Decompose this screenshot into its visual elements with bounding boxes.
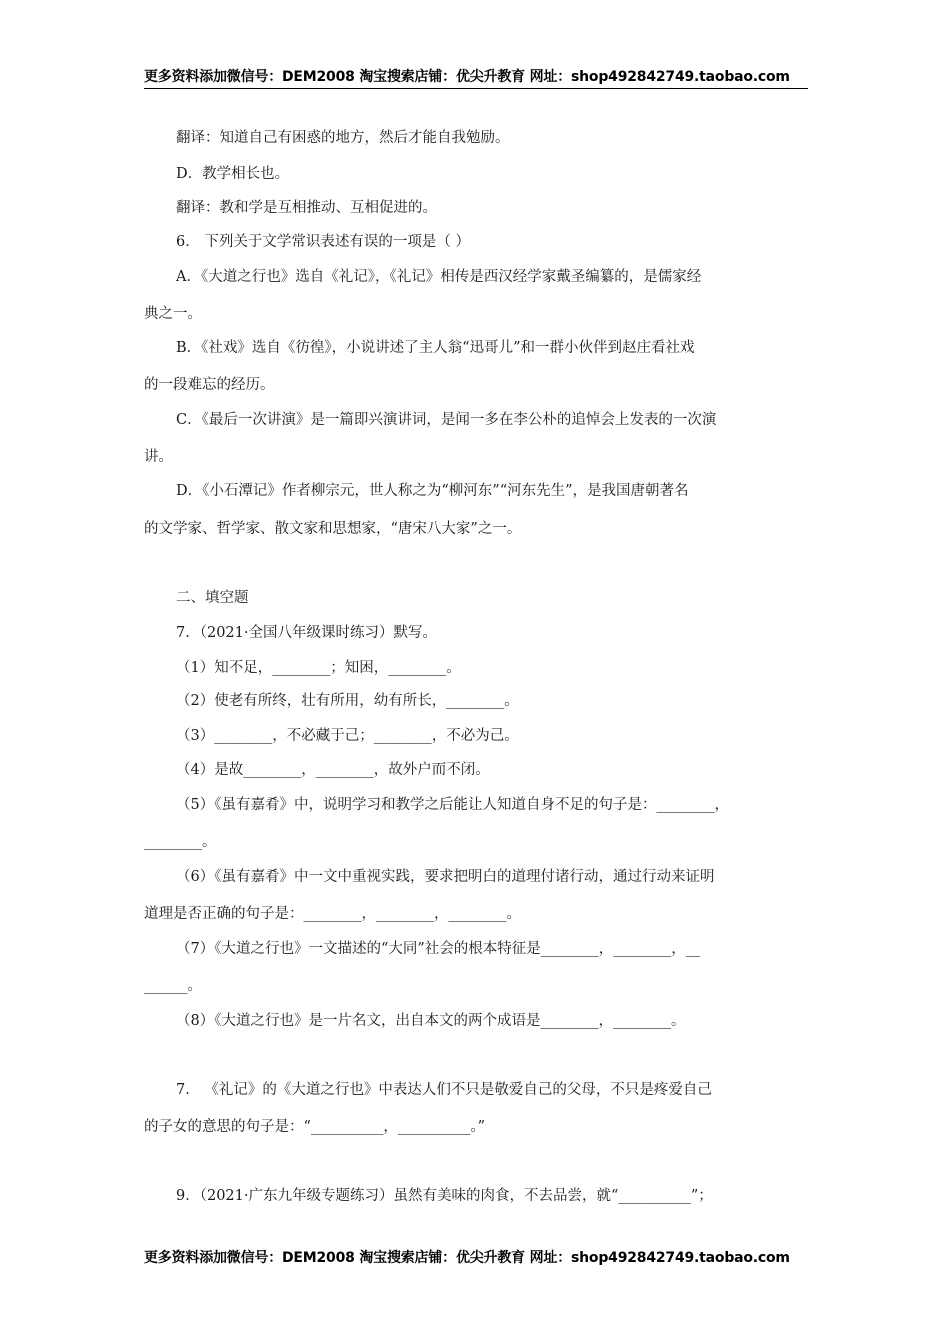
q7-item-7-cont: ______。 [144,978,202,994]
q6-option-d-cont: 的文学家、哲学家、散文家和思想家，“唐宋八大家”之一。 [144,521,522,537]
header-rule [144,88,808,89]
q7-item-7: （7）《大道之行也》一文描述的“大同”社会的根本特征是________，________，__ [176,941,701,957]
q7-item-1: （1）知不足，________；知困，________。 [176,660,461,676]
q7-item-2: （2）使老有所终，壮有所用，幼有所长，________。 [176,693,519,709]
q6-option-c: C．《最后一次讲演》是一篇即兴演讲词，是闻一多在李公朴的追悼会上发表的一次演 [176,412,717,428]
question-7b-cont: 的子女的意思的句子是：“__________，__________。” [144,1119,486,1135]
q7-item-5: （5）《虽有嘉肴》中，说明学习和教学之后能让人知道自身不足的句子是：________， [176,797,729,813]
q6-option-b: B．《社戏》选自《彷徨》，小说讲述了主人翁“迅哥儿”和一群小伙伴到赵庄看社戏 [176,340,695,356]
question-7b-stem: 7． 《礼记》的《大道之行也》中表达人们不只是敬爱自己的父母，不只是疼爱自己 [176,1082,712,1098]
page-footer: 更多资料添加微信号：DEM2008 淘宝搜索店铺：优尖升教育 网址：shop492842749.taobao.com [144,1250,790,1266]
q7-item-8: （8）《大道之行也》是一片名文，出自本文的两个成语是________，________。 [176,1013,686,1029]
section-fill-blank-title: 二、填空题 [176,590,249,606]
q7-item-3: （3）________，不必藏于己；________，不必为己。 [176,728,519,744]
translation-d: 翻译：教和学是互相推动、互相促进的。 [176,200,437,216]
q6-option-b-cont: 的一段难忘的经历。 [144,377,275,393]
option-d-sentence: D．教学相长也。 [176,166,290,182]
q7-item-4: （4）是故________，________，故外户而不闭。 [176,762,490,778]
page-header: 更多资料添加微信号：DEM2008 淘宝搜索店铺：优尖升教育 网址：shop492842749.taobao.com [144,69,790,85]
q6-option-a-cont: 典之一。 [144,306,202,322]
q7-item-6: （6）《虽有嘉肴》中一文中重视实践，要求把明白的道理付诸行动，通过行动来证明 [176,869,715,885]
question-7-stem: 7．（2021·全国八年级课时练习）默写。 [176,625,437,641]
question-6-stem: 6． 下列关于文学常识表述有误的一项是（ ） [176,234,470,250]
q6-option-d: D．《小石潭记》作者柳宗元，世人称之为“柳河东”“河东先生”，是我国唐朝著名 [176,483,689,499]
q6-option-a: A．《大道之行也》选自《礼记》，《礼记》相传是西汉经学家戴圣编纂的，是儒家经 [176,269,702,285]
q6-option-c-cont: 讲。 [144,449,173,465]
translation-c: 翻译：知道自己有困惑的地方，然后才能自我勉励。 [176,130,510,146]
q7-item-6-cont: 道理是否正确的句子是：________，________，________。 [144,906,521,922]
question-9-stem: 9．（2021·广东九年级专题练习）虽然有美味的肉食，不去品尝，就“__________”； [176,1188,713,1204]
q7-item-5-cont: ________。 [144,834,217,850]
